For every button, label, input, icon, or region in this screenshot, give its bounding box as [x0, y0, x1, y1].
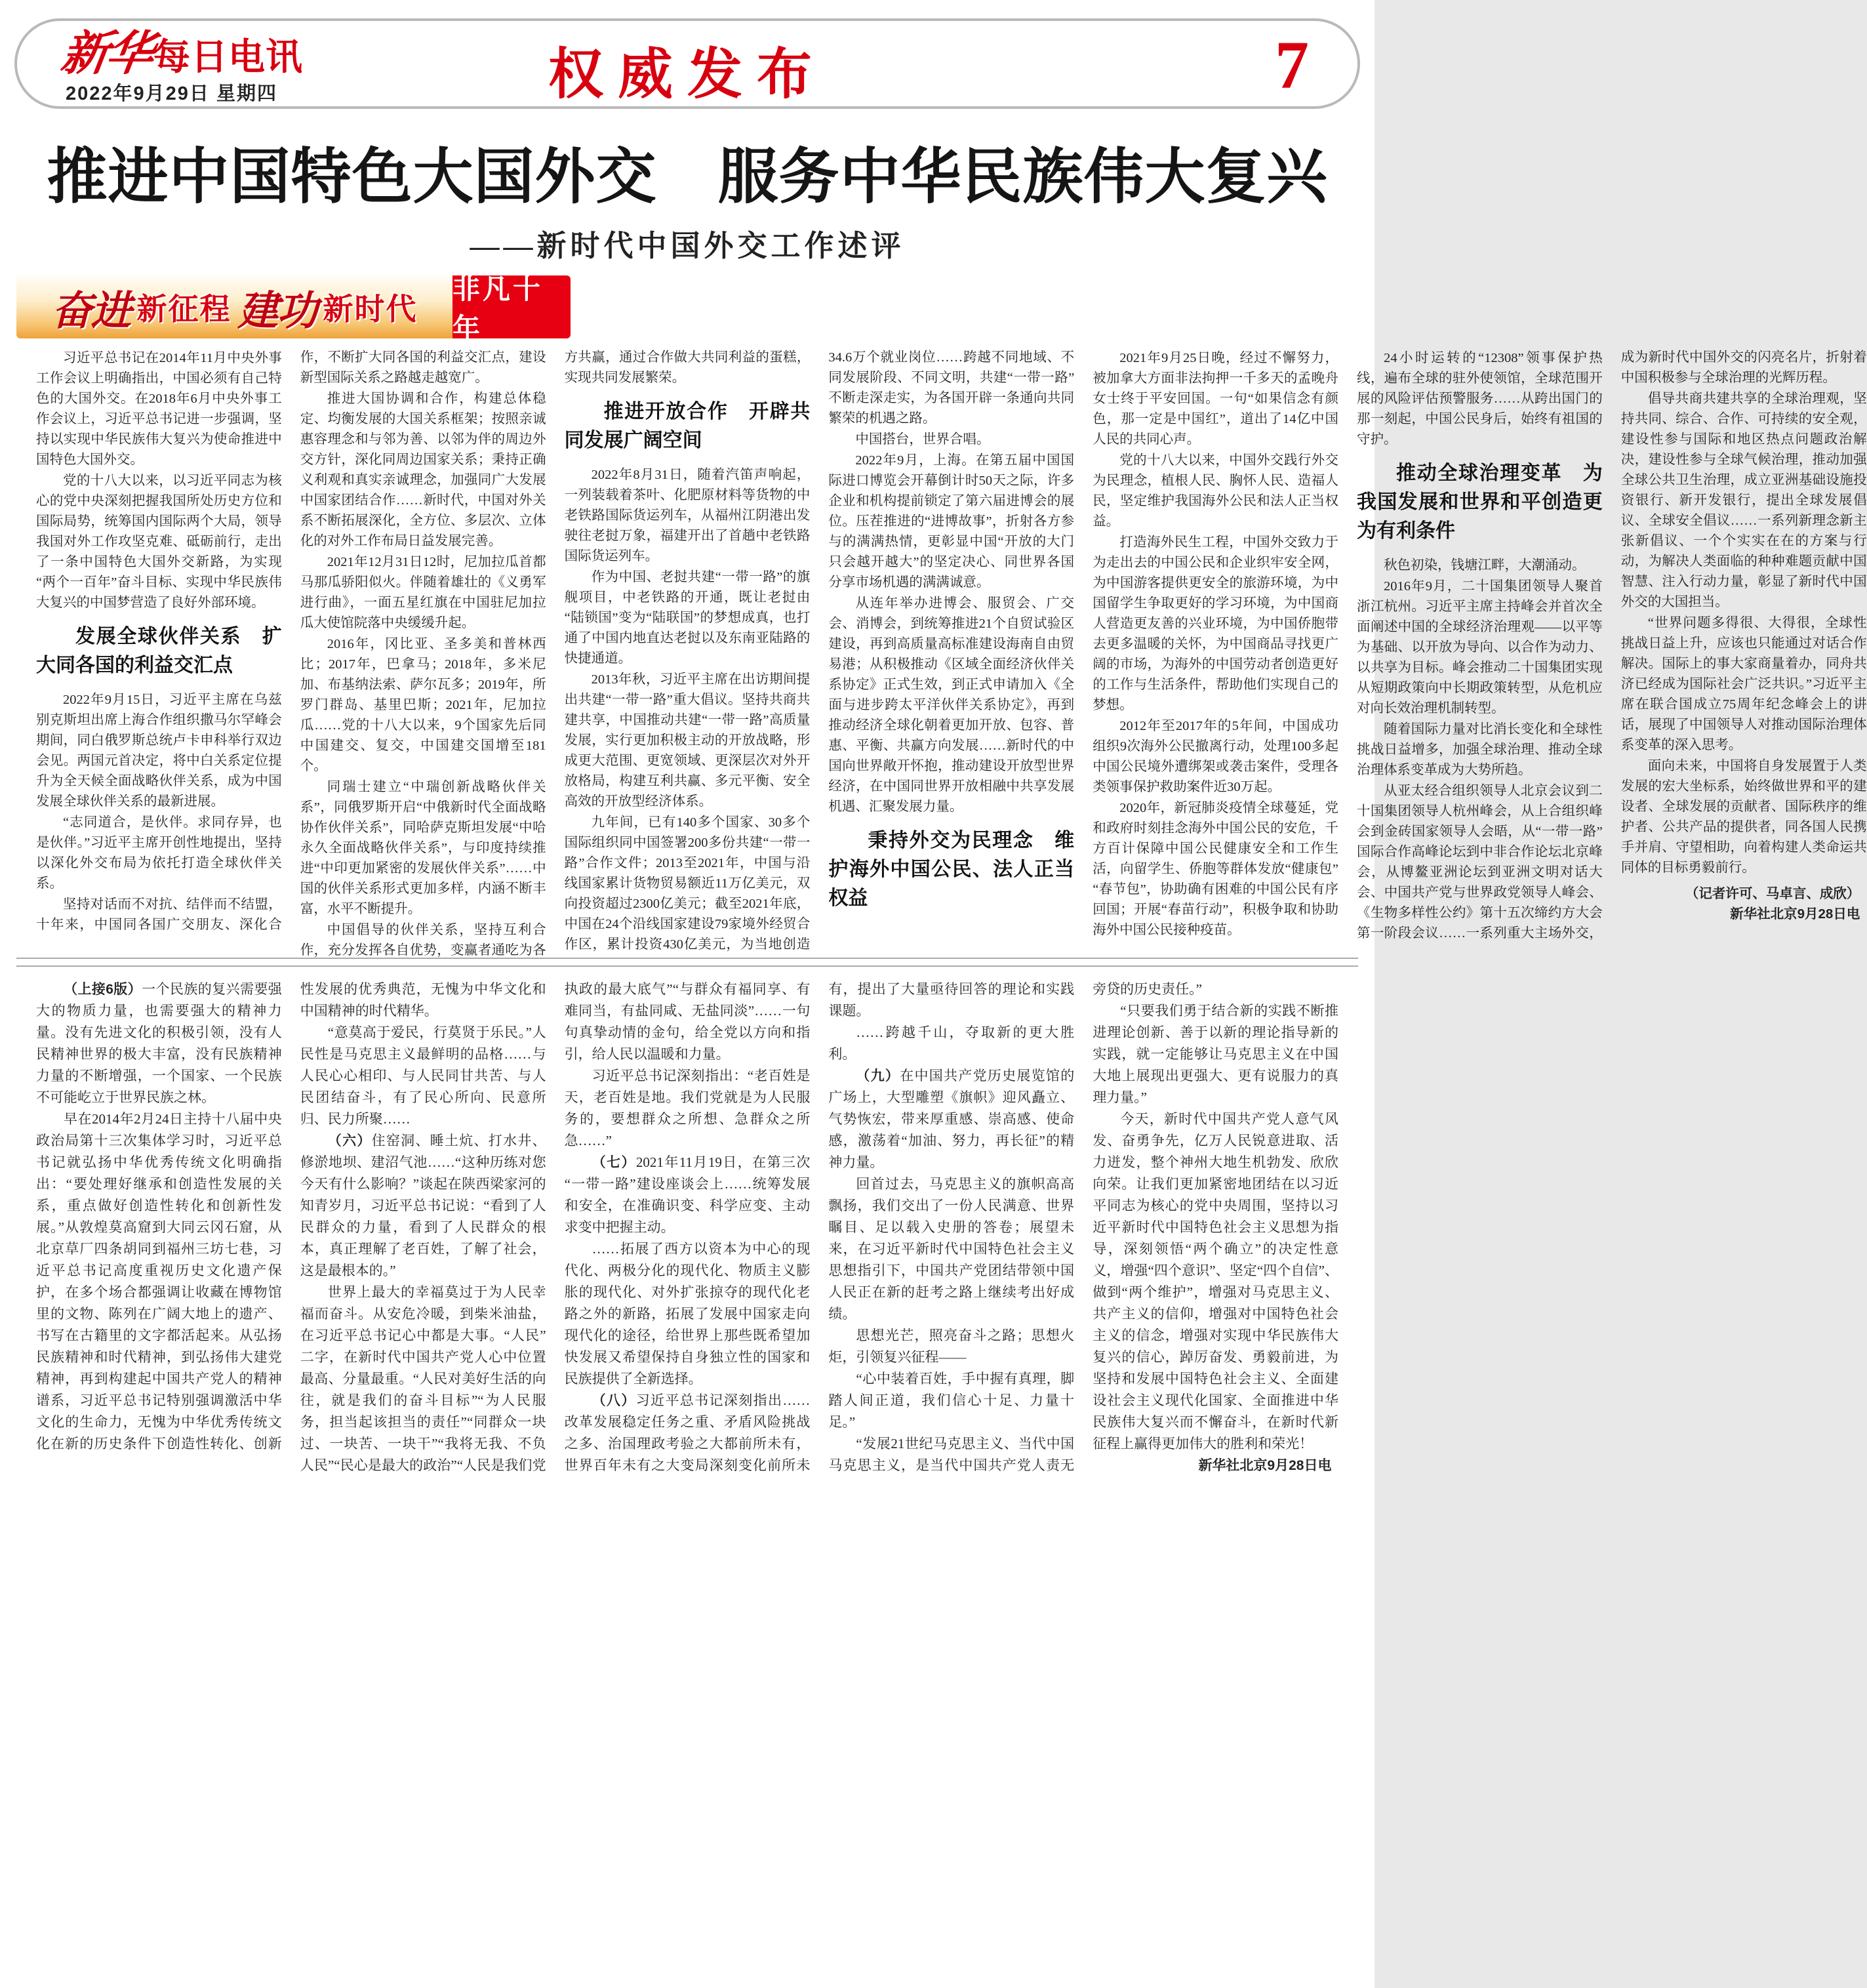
section-divider-top-rule — [16, 958, 1358, 959]
article-paragraph — [300, 1022, 546, 1130]
article-diplomacy-review — [36, 348, 1867, 962]
article-paragraph — [1357, 576, 1603, 719]
article-paragraph — [828, 1368, 1074, 1433]
paragraph-text: 2013年秋，习近平主席在出访期间提出共建“一带一路”重大倡议。坚持共商共建共享，中国推动共建“一带一路”高质量发展，实行更加积极主动的开放战略，形成更大范围、更宽领域、更深层次对外开放格局，构建互利共赢、多元平衡、安全高效的开放型经济体系。 — [564, 672, 811, 809]
article-paragraph — [1621, 613, 1867, 756]
paragraph-text: 2016年，冈比亚、圣多美和普林西比；2017年，巴拿马；2018年，多米尼加、布基纳法索、萨尔瓦多；2019年，所罗门群岛、基里巴斯；2021年，尼加拉瓜……党的十八大以来，9个国家先后同中国建交、复交，中国建交国增至181个。 — [300, 637, 546, 773]
paragraph-text: 习近平总书记深刻指出：“老百姓是天，老百姓是地。我们党就是为人民服务的，要想群众之所想、急群众之所急……” — [564, 1068, 811, 1148]
masthead — [14, 18, 1360, 109]
paragraph-text: 推进大国协调和合作，构建总体稳定、均衡发展的大国关系框架；按照亲诚惠容理念和与邻为善、以邻为伴的周边外交方针，深化同周边国家关系；秉持正确义利观和真实亲诚理念，加强同广大发展中国家团结合作……新时代，中国对外关系不断拓展深化，全方位、多层次、立体化的对外工作布局日益发展完善。 — [300, 392, 546, 548]
paragraph-text: 面向未来，中国将自身发展置于人类发展的宏大坐标系，始终做世界和平的建设者、全球发展的贡献者、国际秩序的维护者、公共产品的提供者，同各国人民携手并肩、守望相助，向着构建人类命运共同体的目标勇毅前行。 — [1620, 759, 1867, 875]
paragraph-text: 坚持对话而不对抗、结伴而不结盟，十年来，中国同各国广交朋友、深化合作，不断扩大同各国的利益交汇点，建设新型国际关系之路越走越宽广。 — [36, 350, 546, 932]
article-paragraph — [1357, 719, 1603, 781]
article-paragraph — [300, 634, 546, 777]
paragraph-lead: （九） — [856, 1068, 900, 1084]
article-paragraph — [36, 470, 282, 613]
paragraph-text: 今天，新时代中国共产党人意气风发、奋勇争先，亿万人民锐意进取、活力迸发，整个神州大地生机勃发、欣欣向荣。让我们更加紧密地团结在以习近平同志为核心的党中央周围，坚持以习近平新时代中国特色社会主义思想为指导，深刻领悟“两个确立”的决定性意义，增强“四个意识”、坚定“四个自信”、做到“两个维护”，增强对马克思主义、共产主义的信仰，增强对中国特色社会主义的信念，增强对实现中华民族伟大复兴的信心，踔厉奋发、勇毅前进，为坚持和发展中国特色社会主义、全面建设社会主义现代化国家、全面推进中华民族伟大复兴而不懈奋斗，在新时代新征程上赢得更加伟大的胜利和荣光！ — [1093, 1111, 1338, 1451]
article-paragraph — [300, 1130, 546, 1282]
article-paragraph — [1093, 1000, 1338, 1108]
article-paragraph — [1621, 388, 1867, 613]
paragraph-text: 在中国共产党历史展览馆的广场上，大型雕塑《旗帜》迎风矗立、气势恢宏，带来厚重感、崇高感、使命感，激荡着“加油、努力，再长征”的精神力量。 — [828, 1068, 1075, 1170]
paragraph-text: 思想光芒，照亮奋斗之路；思想火炬，引领复兴征程—— — [828, 1328, 1075, 1365]
paragraph-text: 作为中国、老挝共建“一带一路”的旗舰项目，中老铁路的开通，既让老挝由“陆锁国”变为“陆联国”的梦想成真，也打通了中国内地直达老挝以及东南亚陆路的快捷通道。 — [564, 570, 811, 666]
article-paragraph — [300, 777, 546, 920]
article-paragraph — [1093, 532, 1338, 716]
paragraph-text: “发展21世纪马克思主义、当代中国马克思主义，是当代中国共产党人责无旁贷的历史责任。” — [828, 981, 1203, 1473]
article-paragraph — [1621, 883, 1867, 904]
article-paragraph — [1093, 716, 1338, 798]
paragraph-text: 中国搭台，世界合唱。 — [855, 432, 990, 447]
banner-slogan — [16, 275, 452, 338]
paragraph-text: 早在2014年2月24日主持十八届中央政治局第十三次集体学习时，习近平总书记就弘扬中华优秀传统文化明确指出：“要处理好继承和创造性发展的关系，重点做好创造性转化和创新性发展。”从敦煌莫高窟到大同云冈石窟，从北京草厂四条胡同到福州三坊七巷，习近平总书记高度重视历史文化遗产保护，在多个场合都强调让收藏在博物馆里的文物、陈列在广阔大地上的遗产、书写在古籍里的文字都活起来。从弘扬民族精神和时代精神，到弘扬伟大建党精神，再到构建起中国共产党人的精神谱系，习近平总书记特别强调激活中华文化的生命力，无愧为中华优秀传统文化在新的历史条件下创造性转化、创新性发展的优秀典范，无愧为中华文化和中国精神的时代精华。 — [36, 981, 546, 1451]
article-paragraph — [565, 464, 811, 567]
issue-date: 2022年9月29日 星期四 — [66, 83, 277, 104]
article-paragraph — [36, 348, 282, 470]
paragraph-text: （记者许可、马卓言、成欣） — [1685, 886, 1860, 901]
paragraph-text: 新华社北京9月28日电 — [1730, 906, 1860, 922]
paragraph-text: 发展全球伙伴关系 扩大同各国的利益交汇点 — [36, 626, 282, 676]
paragraph-text: 2022年9月，上海。在第五届中国国际进口博览会开幕倒计时50天之际，许多企业和机构提前锁定了第六届进博会的展位。压茬推进的“进博故事”，折射各方参与的满满热情，更彰显中国“开放的大门只会越开越大”的坚定决心、同世界各国分享市场机遇的满满诚意。 — [828, 453, 1075, 590]
article-paragraph — [565, 1065, 811, 1152]
paragraph-text: 2022年8月31日，随着汽笛声响起，一列装载着茶叶、化肥原材料等货物的中老铁路国际货运列车，从福州江阴港出发驶往老挝万象，福建开出了首趟中老铁路国际货运列车。 — [564, 468, 811, 563]
article-paragraph — [565, 397, 811, 455]
paragraph-text: 秉持外交为民理念 维护海外中国公民、法人正当权益 — [828, 830, 1075, 909]
paragraph-text: 九年间，已有140多个国家、30多个国际组织同中国签署200多份共建“一带一路”合作文件；2013至2021年，中国与沿线国家累计货物贸易额近11万亿美元，双向投资超过2300亿美元；截至2021年底，中国在24个沿线国家建设79家境外经贸合作区，累计投资430亿美元，为当地创造34.6万个就业岗位……跨越不同地域、不同发展阶段、不同文明，共建“一带一路”不断走深走实，为各国开辟一条通向共同繁荣的机遇之路。 — [564, 350, 1075, 952]
paragraph-lead: （上接6版） — [64, 982, 142, 997]
paragraph-text: 党的十八大以来，中国外交践行外交为民理念，植根人民、胸怀人民、造福人民，坚定维护我国海外公民和法人正当权益。 — [1093, 453, 1338, 529]
article-paragraph — [300, 552, 546, 634]
article-paragraph — [565, 1238, 811, 1390]
article-paragraph — [1093, 348, 1338, 450]
paragraph-lead: （八） — [592, 1393, 636, 1408]
article-paragraph — [36, 812, 282, 894]
article-paragraph — [828, 429, 1074, 450]
article-paragraph — [36, 689, 282, 812]
article-paragraph — [36, 979, 282, 1108]
paragraph-text: ……跨越千山，夺取新的更大胜利。 — [828, 1024, 1075, 1062]
paragraph-text: 倡导共商共建共享的全球治理观，坚持共同、综合、合作、可持续的安全观，建设性参与国际和地区热点问题政治解决，建设性参与全球气候治理，推动加强全球公共卫生治理，成立亚洲基础设施投资银行、新开发银行，提出全球发展倡议、全球安全倡议……一系列新理念新主张新倡议、一个个实实在在的方案与行动，为解决人类面临的种种难题贡献中国智慧、注入行动力量，彰显了新时代中国外交的大国担当。 — [1620, 392, 1867, 609]
article-continued-from-page6 — [36, 979, 1338, 1973]
article-paragraph — [828, 450, 1074, 593]
paragraph-text: 2022年9月15日，习近平主席在乌兹别克斯坦出席上海合作组织撒马尔罕峰会期间，同白俄罗斯总统卢卡申科举行双边会见。两国元首决定，将中白关系定位提升为全天候全面战略伙伴关系，成为中国发展全球伙伴关系的最新进展。 — [36, 693, 282, 809]
paragraph-text: 党的十八大以来，以习近平同志为核心的党中央深刻把握我国所处历史方位和国际局势，统筹国内国际两个大局，领导我国对外工作攻坚克难、砥砺前行，走出了一条中国特色大国外交新路，为实现“两个一百年”奋斗目标、实现中华民族伟大复兴的中国梦营造了良好外部环境。 — [36, 474, 282, 610]
article-paragraph — [1093, 450, 1338, 532]
paragraph-text: 新华社北京9月28日电 — [1198, 1458, 1332, 1473]
paragraph-text: 秋色初染，钱塘江畔，大潮涌动。 — [1383, 558, 1586, 573]
paragraph-text: 一个民族的复兴需要强大的物质力量，也需要强大的精神力量。没有先进文化的积极引领，没有人民精神世界的极大丰富，没有民族精神力量的不断增强，一个国家、一个民族不可能屹立于世界民族之林。 — [36, 981, 282, 1105]
paragraph-text: 随着国际力量对比消长变化和全球性挑战日益增多，加强全球治理、推动全球治理体系变革成为大势所趋。 — [1356, 722, 1603, 777]
article-paragraph — [1093, 1455, 1338, 1476]
paragraph-text: “只要我们勇于结合新的实践不断推进理论创新、善于以新的理论指导新的实践，就一定能够让马克思主义在中国大地上展现出更强大、更有说服力的真理力量。” — [1093, 1003, 1338, 1105]
paragraph-text: 推动全球治理变革 为我国发展和世界和平创造更为有利条件 — [1356, 462, 1603, 542]
paragraph-text: 2012年至2017年的5年间，中国成功组织9次海外公民撤离行动，处理100多起中国公民境外遭绑架或袭击案件，受理各类领事保护救助案件近30万起。 — [1093, 719, 1338, 794]
paragraph-text: “志同道合，是伙伴。求同存异，也是伙伴。”习近平主席开创性地提出，坚持以深化外交布局为依托打造全球伙伴关系。 — [36, 815, 282, 891]
paragraph-text: 打造海外民生工程，中国外交致力于为走出去的中国公民和企业织牢安全网，为中国游客提供更安全的旅游环境，为中国留学生争取更好的学习环境，为中国商人营造更友善的兴业环境，为中国侨胞带去更多温暖的关怀，为中国商品寻找更广阔的市场，为海外的中国劳动者创造更好的工作与生活条件，帮助他们实现自己的梦想。 — [1093, 535, 1338, 712]
paragraph-text: 2020年，新冠肺炎疫情全球蔓延，党和政府时刻挂念海外中国公民的安危，千方百计保障中国公民健康安全和工作生活，向留学生、侨胞等群体发放“健康包”“春节包”，协助确有困难的中国公民有序回国；开展“春苗行动”，积极争取和协助海外中国公民接种疫苗。 — [1093, 801, 1338, 937]
article-paragraph — [1093, 798, 1338, 941]
paragraph-text: 2021年9月25日晚，经过不懈努力，被加拿大方面非法拘押一千多天的孟晚舟女士终于平安回国。一句“如果信念有颜色，那一定是中国红”，道出了14亿中国人民的共同心声。 — [1093, 351, 1338, 447]
article-paragraph — [565, 1152, 811, 1238]
section-title: 权威发布 — [548, 45, 826, 106]
paragraph-text: 从亚太经合组织领导人北京会议到二十国集团领导人杭州峰会，从上合组织峰会到金砖国家领导人会晤，从“一带一路”国际合作高峰论坛到中非合作论坛北京峰会，从博鳌亚洲论坛到亚洲文明对话大会、中国共产党与世界政党领导人峰会、《生物多样性公约》第十五次缔约方大会第一阶段会议……一系列重大主场外交，成为新时代中国外交的闪亮名片，折射着中国积极参与全球治理的光辉历程。 — [1356, 350, 1867, 941]
paragraph-text: 回首过去，马克思主义的旗帜高高飘扬，我们交出了一份人民满意、世界瞩目、足以载入史册的答卷；展望未来，在习近平新时代中国特色社会主义思想指引下，中国共产党团结带领中国人民正在新的赶考之路上继续考出好成绩。 — [828, 1176, 1075, 1322]
article-paragraph — [828, 826, 1074, 913]
paragraph-text: ……拓展了西方以资本为中心的现代化、两极分化的现代化、物质主义膨胀的现代化、对外扩张掠夺的现代化老路之外的新路，拓展了发展中国家走向现代化的途径，给世界上那些既希望加快发展又希望保持自身独立性的国家和民族提供了全新选择。 — [564, 1241, 811, 1387]
banner-slogan-bold-1: 奋进 — [51, 289, 130, 334]
article-paragraph — [565, 567, 811, 669]
paragraph-text: 2021年11月19日，在第三次“一带一路”建设座谈会上……统筹发展和安全，在准确识变、科学应变、主动求变中把握主动。 — [564, 1154, 811, 1235]
article-paragraph — [828, 593, 1074, 817]
paragraph-lead: （六） — [327, 1133, 372, 1148]
paragraph-text: 推进开放合作 开辟共同发展广阔空间 — [564, 401, 811, 451]
banner-tag: 非凡十年 — [452, 275, 571, 338]
paragraph-text: 住窑洞、睡土炕、打水井、修淤地坝、建沼气池……“这种历练对您今天有什么影响？”谈起在陕西梁家河的知青岁月，习近平总书记说：“看到了人民群众的力量，看到了人民群众的根本，真正理解了老百姓，了解了社会，这是最根本的。” — [300, 1133, 546, 1278]
article-paragraph — [1621, 904, 1867, 924]
paragraph-text: “世界问题多得很、大得很，全球性挑战日益上升，应该也只能通过对话合作解决。国际上的事大家商量着办，同舟共济已经成为国际社会广泛共识。”习近平主席在联合国成立75周年纪念峰会上的讲话，展现了中国领导人对推动国际治理体系变革的深入思考。 — [1620, 616, 1867, 752]
page-number: 7 — [1275, 28, 1309, 103]
article-paragraph — [828, 1325, 1074, 1368]
article-paragraph — [828, 1022, 1074, 1065]
paragraph-text: 同瑞士建立“中瑞创新战略伙伴关系”，同俄罗斯开启“中俄新时代全面战略协作伙伴关系”，同哈萨克斯坦发展“中哈永久全面战略伙伴关系”，与印度持续推进“中印更加紧密的发展伙伴关系”……中国的伙伴关系形式更加多样，内涵不断丰富，水平不断提升。 — [300, 780, 546, 916]
article-paragraph — [828, 1065, 1074, 1173]
article-paragraph — [1357, 555, 1603, 576]
paragraph-text: 2016年9月，二十国集团领导人聚首浙江杭州。习近平主席主持峰会并首次全面阐述中国的全球经济治理观——以平等为基础、以开放为导向、以合作为动力、以共享为目标。峰会推动二十国集团实现从短期政策向中长期政策转型，从危机应对向长效治理机制转型。 — [1356, 579, 1603, 716]
paragraph-text: 世界上最大的幸福莫过于为人民幸福而奋斗。从安危冷暖，到柴米油盐，在习近平总书记心中都是大事。“人民”二字，在新时代中国共产党人心中位置最高、分量最重。“人民对美好生活的向往，就是我们的奋斗目标”“为人民服务，担当起该担当的责任”“同群众一块过、一块苦、一块干”“我将无我、不负人民”“民心是最大的政治”“人民是我们党执政的最大底气”“与群众有福同享、有难同当，有盐同咸、无盐同淡”……一句句真挚动情的金句，给全党以方向和指引，给人民以温暖和力量。 — [300, 981, 811, 1473]
logo-text: 每日电讯 — [153, 36, 304, 77]
article-paragraph — [565, 669, 811, 812]
logo-script-text: 新华 — [58, 28, 155, 80]
paragraph-text: 从连年举办进博会、服贸会、广交会、消博会，到统筹推进21个自贸试验区建设，再到高质量高标准建设海南自由贸易港；从积极推动《区域全面经济伙伴关系协定》正式生效，到正式申请加入《全面与进步跨太平洋伙伴关系协定》，再到推动经济全球化朝着更加开放、包容、普惠、平衡、共赢方向发展……新时代的中国向世界敞开怀抱，推动建设开放型世界经济，在中国同世界开放相融中共享发展机遇、汇聚发展力量。 — [828, 596, 1075, 814]
banner-slogan-light-1: 新征程 — [136, 293, 231, 326]
paragraph-lead: （七） — [592, 1155, 636, 1170]
paragraph-text: 中国倡导的伙伴关系，坚持互利合作，充分发挥各自优势，变赢者通吃为各方共赢，通过合作做大共同利益的蛋糕，实现共同发展繁荣。 — [300, 350, 811, 958]
banner-slogan-light-2: 新时代 — [323, 293, 418, 326]
paragraph-text: 24小时运转的“12308”领事保护热线，遍布全球的驻外使领馆，全球范围开展的风险评估预警服务……从跨出国门的那一刻起，中国公民身后，始终有祖国的守护。 — [1356, 351, 1603, 447]
paragraph-text: “心中装着百姓，手中握有真理，脚踏人间正道，我们信心十足、力量十足。” — [828, 1371, 1075, 1430]
main-headline: 推进中国特色大国外交 服务中华民族伟大复兴 — [47, 144, 1328, 211]
section-divider-bottom-rule — [16, 965, 1358, 967]
paragraph-text: 习近平总书记在2014年11月中央外事工作会议上明确指出，中国必须有自己特色的大国外交。在2018年6月中央外事工作会议上，习近平总书记进一步强调，坚持以实现中华民族伟大复兴为使命推进中国特色大国外交。 — [36, 351, 282, 467]
article-paragraph — [300, 388, 546, 552]
article-paragraph — [828, 1173, 1074, 1325]
banner-slogan-bold-2: 建功 — [237, 289, 317, 334]
paragraph-text: “意莫高于爱民，行莫贤于乐民。”人民性是马克思主义最鲜明的品格……与人民心心相印、与人民同甘共苦、与人民团结奋斗，有了民心所向、民意所归、民力所聚…… — [300, 1024, 546, 1127]
article-paragraph — [1621, 756, 1867, 878]
campaign-banner — [16, 274, 571, 344]
paragraph-text: 习近平总书记深刻指出……改革发展稳定任务之重、矛盾风险挑战之多、治国理政考验之大都前所未有，世界百年未有之大变局深刻变化前所未有，提出了大量亟待回答的理论和实践课题。 — [564, 981, 1075, 1473]
sub-headline: ——新时代中国外交工作述评 — [470, 230, 905, 262]
article-paragraph — [36, 622, 282, 680]
article-paragraph — [1093, 1108, 1338, 1455]
article-paragraph — [1357, 459, 1603, 546]
article-paragraph — [1357, 348, 1603, 450]
paragraph-text: 2021年12月31日12时，尼加拉瓜首都马那瓜骄阳似火。伴随着雄壮的《义勇军进行曲》，一面五星红旗在中国驻尼加拉瓜大使馆院落中央缓缓升起。 — [300, 555, 546, 630]
